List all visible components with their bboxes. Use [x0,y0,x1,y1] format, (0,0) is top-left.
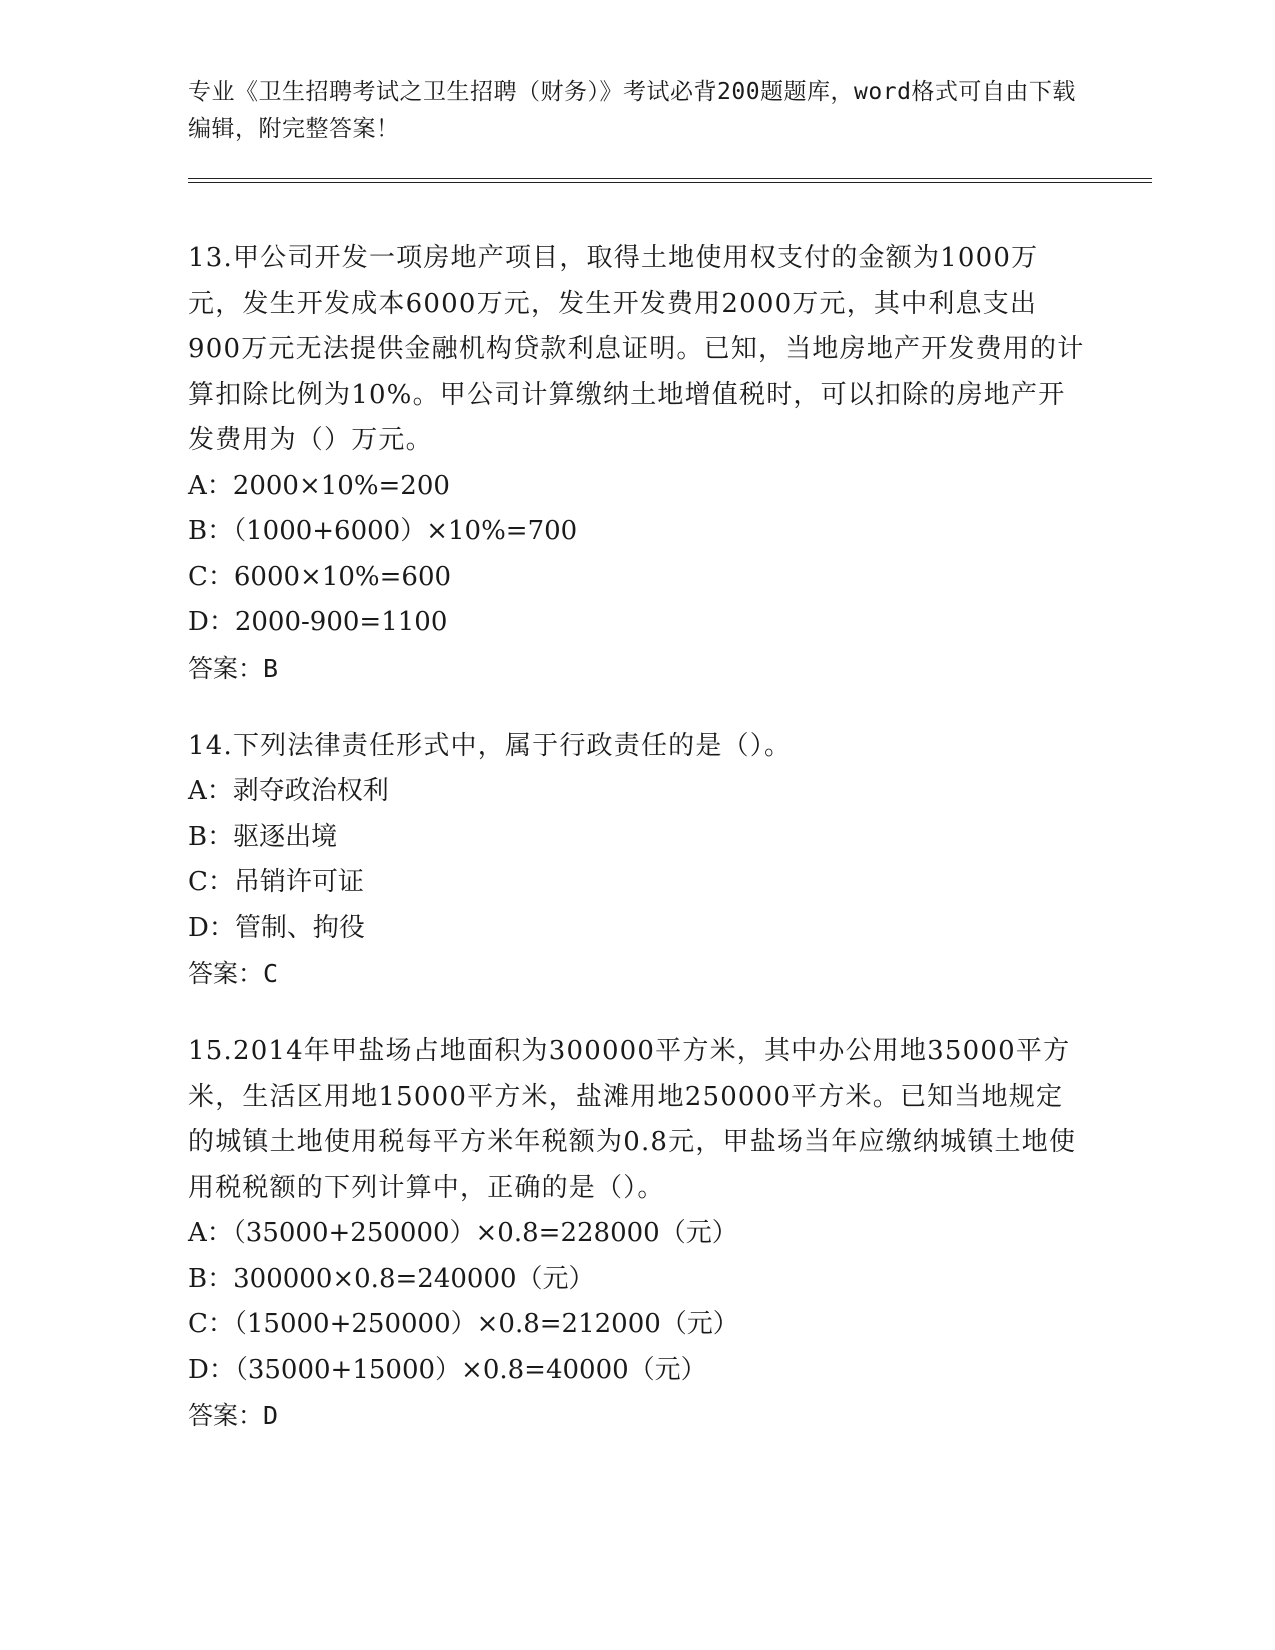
option-c: C：吊销许可证 [188,867,364,897]
option-c: C：6000×10%=600 [188,561,452,592]
question-13 [188,236,1088,692]
answer: 答案：C [188,959,279,988]
option-a: A：剥夺政治权利 [188,776,389,806]
document-header: 专业《卫生招聘考试之卫生招聘（财务）》考试必背200题题库，word格式可自由下载编辑，附完整答案！ [188,79,1076,142]
option-b: B：（1000+6000）×10%=700 [188,516,578,546]
question-text: 15.2014年甲盐场占地面积为300000平方米，其中办公用地35000平方米，生活区用地15000平方米，盐滩用地250000平方米。已知当地规定的城镇土地使用税每平方米年税额为0.8元，甲盐场当年应缴纳城镇土地使用税税额的下列计算中，正确的是（）。 [188,1036,1077,1203]
option-d: D：管制、拘役 [188,912,365,943]
question-15 [188,1029,1088,1439]
question-14 [188,724,1088,998]
answer: 答案：B [188,653,279,683]
option-b: B：驱逐出境 [188,821,338,852]
option-d: D：2000-900=1100 [188,607,448,637]
question-text: 14.下列法律责任形式中，属于行政责任的是（）。 [188,730,792,761]
option-a: A：2000×10%=200 [188,470,450,501]
option-b: B：300000×0.8=240000（元） [188,1263,595,1294]
header-rule-bottom [188,182,1152,183]
header-rule-top [188,178,1152,179]
option-d: D：（35000+15000）×0.8=40000（元） [188,1354,707,1385]
question-text: 13.甲公司开发一项房地产项目，取得土地使用权支付的金额为1000万元，发生开发成本6000万元，发生开发费用2000万元，其中利息支出900万元无法提供金融机构贷款利息证明。已知，当地房地产开发费用的计算扣除比例为10%。甲公司计算缴纳土地增值税时，可以扣除的房地产开发费用为（）万元。 [188,243,1085,455]
option-c: C：（15000+250000）×0.8=212000（元） [188,1309,739,1339]
answer: 答案：D [188,1401,279,1430]
question-list [188,236,1088,1471]
option-a: A：（35000+250000）×0.8=228000（元） [188,1218,738,1248]
